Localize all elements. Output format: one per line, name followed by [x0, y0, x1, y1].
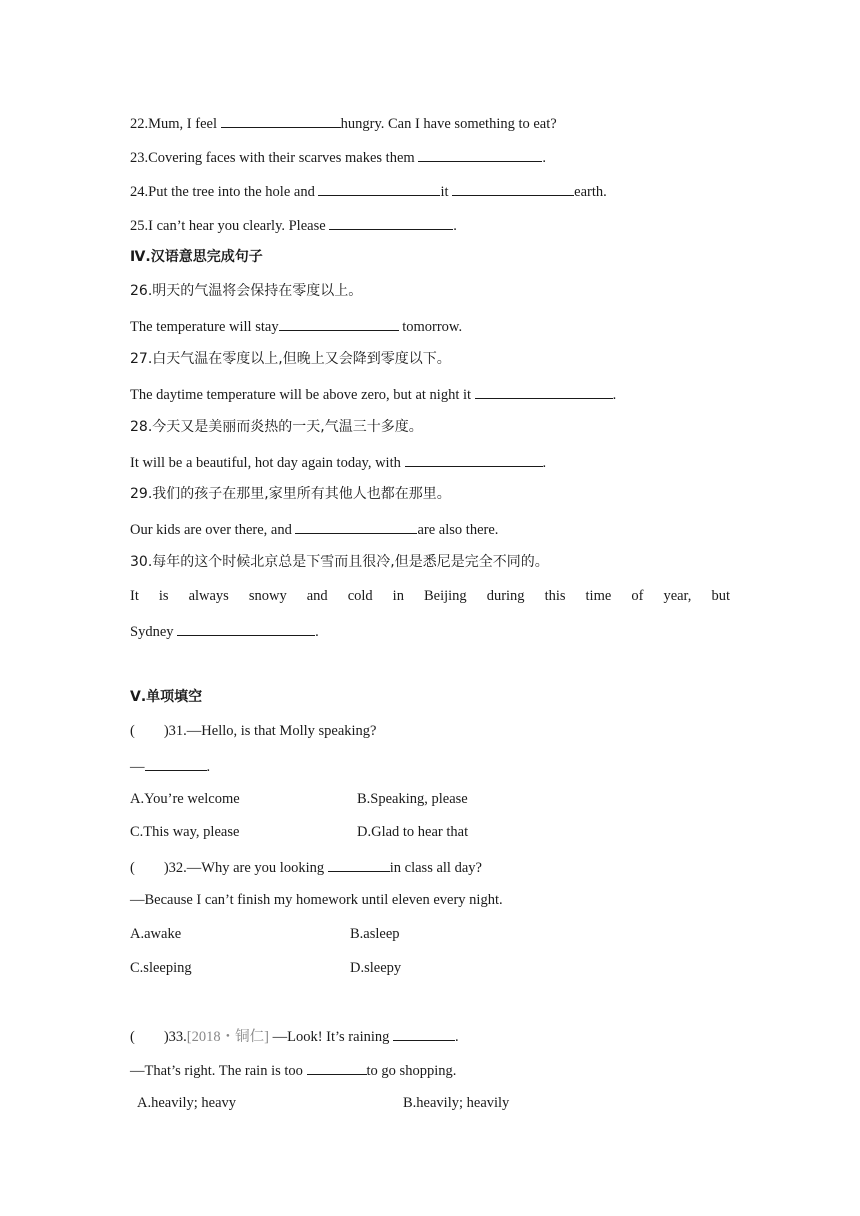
answer-parentheses[interactable]: ( ) — [130, 1029, 169, 1045]
option-a[interactable]: A.awake — [130, 926, 182, 942]
option-b[interactable]: B.heavily; heavily — [403, 1095, 510, 1111]
question-27: The daytime temperature will be above zero, but at night it . — [130, 384, 616, 404]
answer-blank[interactable] — [295, 519, 417, 534]
question-23: 23.Covering faces with their scarves makes them . — [130, 147, 546, 167]
question-27-chinese: 27.白天气温在零度以上,但晚上又会降到零度以下。 — [130, 351, 451, 367]
answer-blank[interactable] — [418, 147, 542, 162]
section-5-title: Ⅴ.单项填空 — [130, 689, 203, 705]
question-28: It will be a beautiful, hot day again today, with . — [130, 452, 546, 472]
answer-blank[interactable] — [329, 215, 453, 230]
question-32: ( )32.—Why are you looking in class all day? — [130, 857, 482, 877]
answer-blank[interactable] — [221, 113, 341, 128]
question-31-reply: — . — [130, 756, 210, 776]
answer-blank[interactable] — [279, 316, 399, 331]
question-32-reply: —Because I can’t finish my homework until eleven every night. — [130, 892, 503, 908]
answer-blank[interactable] — [328, 857, 390, 872]
answer-blank[interactable] — [318, 181, 440, 196]
question-24: 24.Put the tree into the hole and it earth. — [130, 181, 607, 201]
section-4-title: Ⅳ.汉语意思完成句子 — [130, 249, 263, 265]
option-c[interactable]: C.This way, please — [130, 824, 240, 840]
question-33-reply: —That’s right. The rain is too to go shopping. — [130, 1060, 456, 1080]
question-29: Our kids are over there, and are also there. — [130, 519, 498, 539]
source-tag: [2018・铜仁] — [186, 1029, 269, 1045]
answer-blank[interactable] — [452, 181, 574, 196]
question-33: ( )33.[2018・铜仁] —Look! It’s raining . — [130, 1026, 459, 1046]
answer-parentheses[interactable]: ( ) — [130, 723, 169, 739]
answer-blank[interactable] — [475, 384, 613, 399]
question-30-line-2: Sydney . — [130, 621, 319, 641]
answer-blank[interactable] — [145, 756, 207, 771]
answer-blank[interactable] — [177, 621, 315, 636]
option-c[interactable]: C.sleeping — [130, 960, 192, 976]
option-b[interactable]: B.asleep — [350, 926, 400, 942]
question-26: The temperature will stay tomorrow. — [130, 316, 462, 336]
answer-blank[interactable] — [405, 452, 543, 467]
question-26-chinese: 26.明天的气温将会保持在零度以上。 — [130, 283, 363, 299]
option-a[interactable]: A.You’re welcome — [130, 791, 240, 807]
question-25: 25.I can’t hear you clearly. Please . — [130, 215, 457, 235]
answer-blank[interactable] — [393, 1026, 455, 1041]
question-22: 22.Mum, I feel hungry. Can I have something to eat? — [130, 113, 557, 133]
question-28-chinese: 28.今天又是美丽而炎热的一天,气温三十多度。 — [130, 419, 423, 435]
question-30-line-1: It is always snowy and cold in Beijing during this time of year, but — [130, 588, 730, 604]
option-a[interactable]: A.heavily; heavy — [137, 1095, 237, 1111]
question-31: ( )31.—Hello, is that Molly speaking? — [130, 723, 377, 739]
option-b[interactable]: B.Speaking, please — [357, 791, 468, 807]
question-29-chinese: 29.我们的孩子在那里,家里所有其他人也都在那里。 — [130, 486, 451, 502]
question-30-chinese: 30.每年的这个时候北京总是下雪而且很冷,但是悉尼是完全不同的。 — [130, 554, 549, 570]
answer-parentheses[interactable]: ( ) — [130, 860, 169, 876]
option-d[interactable]: D.Glad to hear that — [357, 824, 469, 840]
answer-blank[interactable] — [307, 1060, 367, 1075]
option-d[interactable]: D.sleepy — [350, 960, 402, 976]
